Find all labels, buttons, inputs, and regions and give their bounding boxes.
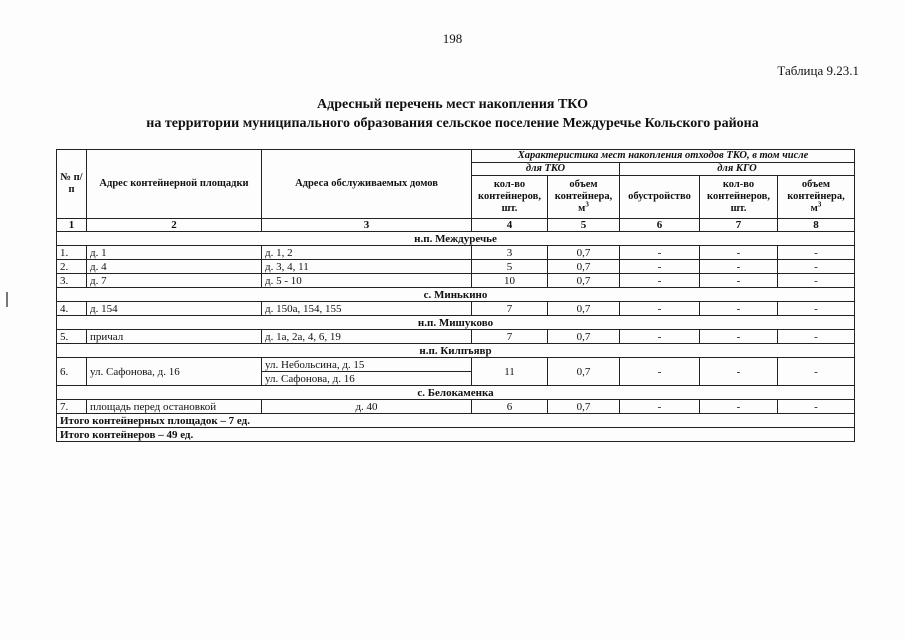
row-served-address: д. 1а, 2а, 4, 6, 19 (262, 330, 472, 344)
page-number: 198 (442, 31, 463, 46)
row-kgo-volume: - (778, 302, 855, 316)
header-tko-count: кол-во контейнеров, шт. (472, 176, 548, 219)
row-kgo-count: - (700, 330, 778, 344)
row-kgo-count: - (700, 302, 778, 316)
row-served-address: д. 5 - 10 (262, 274, 472, 288)
row-kgo-volume: - (778, 246, 855, 260)
row-site-address: д. 4 (87, 260, 262, 274)
container-sites-table (56, 149, 855, 442)
row-number: 5. (57, 330, 87, 344)
column-number: 1 (57, 219, 87, 232)
column-number: 8 (778, 219, 855, 232)
totals-sites-row (57, 414, 855, 428)
header-no: № п/п (57, 150, 87, 219)
header-kgo-count: кол-во контейнеров, шт. (700, 176, 778, 219)
row-tko-count: 7 (472, 330, 548, 344)
column-number: 7 (700, 219, 778, 232)
row-number: 2. (57, 260, 87, 274)
row-tko-count: 11 (472, 358, 548, 386)
row-arrangement: - (620, 330, 700, 344)
group-name: с. Минькино (57, 288, 855, 302)
row-kgo-volume: - (778, 400, 855, 414)
group-row (57, 288, 855, 302)
header-served-addresses: Адреса обслуживаемых домов (262, 150, 472, 219)
row-kgo-count: - (700, 400, 778, 414)
row-site-address: д. 1 (87, 246, 262, 260)
table-row (57, 246, 855, 260)
header-arrangement: обустройство (620, 176, 700, 219)
row-number: 3. (57, 274, 87, 288)
row-site-address: ул. Сафонова, д. 16 (87, 358, 262, 386)
row-kgo-count: - (700, 358, 778, 386)
row-served-address: ул. Небольсина, д. 15 (262, 358, 472, 372)
group-row (57, 316, 855, 330)
row-tko-volume: 0,7 (548, 260, 620, 274)
row-site-address: д. 154 (87, 302, 262, 316)
row-served-address: д. 40 (262, 400, 472, 414)
row-tko-volume: 0,7 (548, 330, 620, 344)
scan-edge-mark (6, 292, 8, 307)
row-arrangement: - (620, 260, 700, 274)
row-served-address: д. 3, 4, 11 (262, 260, 472, 274)
row-served-address: ул. Сафонова, д. 16 (262, 372, 472, 386)
row-arrangement: - (620, 302, 700, 316)
group-row (57, 344, 855, 358)
header-characteristics: Характеристика мест накопления отходов ТКО, в том числе (472, 150, 855, 163)
header-row-1 (57, 150, 855, 163)
row-kgo-volume: - (778, 260, 855, 274)
row-tko-volume: 0,7 (548, 358, 620, 386)
row-tko-volume: 0,7 (548, 302, 620, 316)
group-row (57, 386, 855, 400)
row-kgo-volume: - (778, 358, 855, 386)
row-kgo-count: - (700, 274, 778, 288)
row-number: 1. (57, 246, 87, 260)
group-name: н.п. Мишуково (57, 316, 855, 330)
row-kgo-volume: - (778, 330, 855, 344)
table-row (57, 260, 855, 274)
group-row (57, 232, 855, 246)
table-reference: Таблица 9.23.1 (777, 63, 859, 78)
column-number-row (57, 219, 855, 232)
row-tko-volume: 0,7 (548, 400, 620, 414)
table-row (57, 358, 855, 372)
row-site-address: причал (87, 330, 262, 344)
row-tko-count: 6 (472, 400, 548, 414)
row-served-address: д. 1, 2 (262, 246, 472, 260)
table-row (57, 274, 855, 288)
table-title-line-1: Адресный перечень мест накопления ТКО (317, 97, 588, 112)
row-number: 6. (57, 358, 87, 386)
table-row (57, 330, 855, 344)
group-name: н.п. Килпъявр (57, 344, 855, 358)
row-tko-count: 5 (472, 260, 548, 274)
row-tko-count: 7 (472, 302, 548, 316)
row-arrangement: - (620, 246, 700, 260)
table-row (57, 400, 855, 414)
column-number: 5 (548, 219, 620, 232)
row-kgo-volume: - (778, 274, 855, 288)
row-kgo-count: - (700, 246, 778, 260)
group-name: с. Белокаменка (57, 386, 855, 400)
table-row (57, 302, 855, 316)
totals-containers: Итого контейнеров – 49 ед. (57, 428, 855, 442)
row-tko-count: 10 (472, 274, 548, 288)
row-site-address: д. 7 (87, 274, 262, 288)
totals-sites: Итого контейнерных площадок – 7 ед. (57, 414, 855, 428)
row-arrangement: - (620, 400, 700, 414)
row-number: 7. (57, 400, 87, 414)
table-title-line-2: на территории муниципального образования сельское поселение Междуречье Кольского района (146, 116, 759, 131)
group-name: н.п. Междуречье (57, 232, 855, 246)
column-number: 2 (87, 219, 262, 232)
row-number: 4. (57, 302, 87, 316)
header-tko: для ТКО (472, 163, 620, 176)
column-number: 6 (620, 219, 700, 232)
row-tko-count: 3 (472, 246, 548, 260)
row-arrangement: - (620, 274, 700, 288)
row-arrangement: - (620, 358, 700, 386)
header-kgo: для КГО (620, 163, 855, 176)
row-tko-volume: 0,7 (548, 274, 620, 288)
header-tko-volume: объем контейнера, $м^3$ (548, 176, 620, 219)
totals-containers-row (57, 428, 855, 442)
header-site-address: Адрес контейнерной площадки (87, 150, 262, 219)
column-number: 3 (262, 219, 472, 232)
row-site-address: площадь перед остановкой (87, 400, 262, 414)
header-kgo-volume: объем контейнера, $м^3$ (778, 176, 855, 219)
row-tko-volume: 0,7 (548, 246, 620, 260)
row-served-address: д. 150а, 154, 155 (262, 302, 472, 316)
column-number: 4 (472, 219, 548, 232)
row-kgo-count: - (700, 260, 778, 274)
